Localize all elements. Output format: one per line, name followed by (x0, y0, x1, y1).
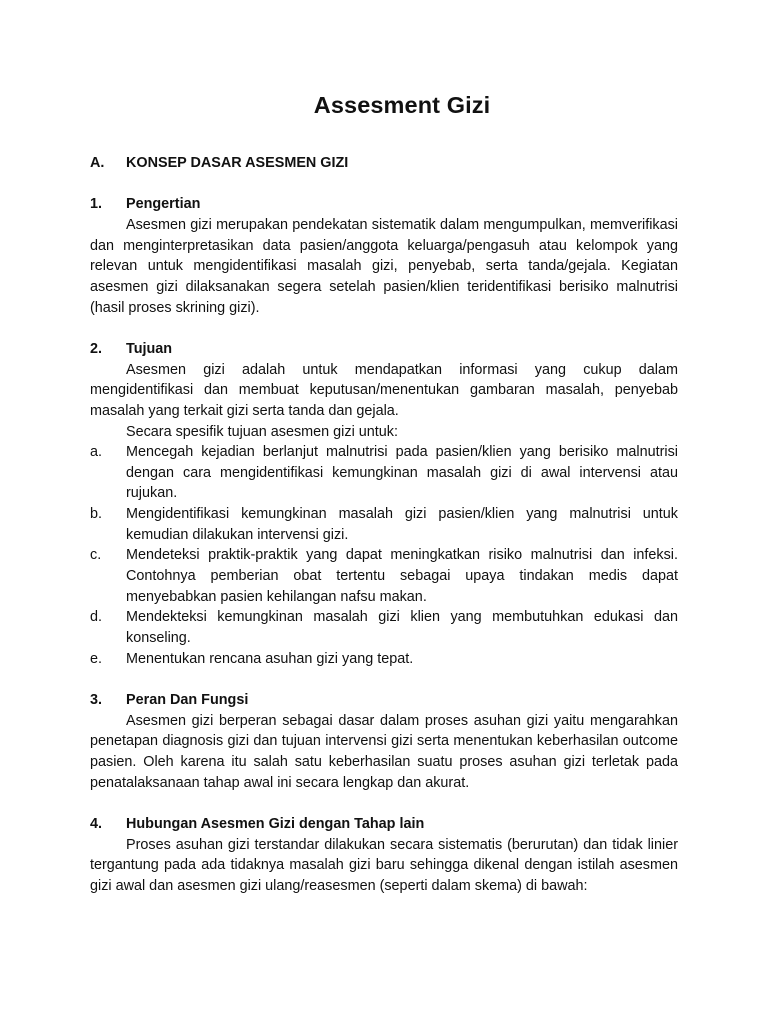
section-2-heading (90, 339, 678, 360)
list-item (90, 649, 678, 670)
list-item-text: Mengidentifikasi kemungkinan masalah gizi pasien/klien yang malnutrisi untuk kemudian dilakukan intervensi gizi. (126, 506, 678, 543)
list-item (90, 545, 678, 607)
list-item-letter: c. (90, 547, 102, 564)
list-item (90, 442, 678, 504)
section-3-number: 3. (90, 692, 103, 709)
section-3-paragraph: Asesmen gizi berperan sebagai dasar dalam proses asuhan gizi yaitu mengarahkan penetapan diagnosis gizi dan tujuan intervensi gizi serta menentukan keberhasilan outcome pasien. Oleh karena itu salah satu keberhasilan suatu proses asuhan gizi terletak pada penatalaksanaan tahap awal ini secara lengkap dan akurat. (90, 712, 678, 791)
section-2-number: 2. (90, 340, 103, 357)
list-item-text: Mendeteksi praktik-praktik yang dapat meningkatkan risiko malnutrisi dan infeksi. Contohnya pemberian obat tertentu sebagai upaya tindakan medis dapat menyebabkan pasien kehilangan nafsu makan. (126, 547, 678, 605)
section-4-heading (90, 814, 678, 835)
section-2-paragraph: Asesmen gizi adalah untuk mendapatkan informasi yang cukup dalam mengidentifikasi dan membuat keputusan/menentukan gambaran masalah, penyebab masalah yang terkait gizi serta tanda dan gejala. (90, 361, 678, 419)
section-4-paragraph: Proses asuhan gizi terstandar dilakukan secara sistematis (berurutan) dan tidak linier tergantung pada ada tidaknya masalah gizi baru sehingga dikenal dengan istilah asesmen gizi awal dan asesmen gizi ulang/reasesmen (seperti dalam skema) di bawah: (90, 836, 678, 894)
list-item-text: Menentukan rencana asuhan gizi yang tepat. (126, 650, 414, 667)
section-1-paragraph: Asesmen gizi merupakan pendekatan sistematik dalam mengumpulkan, memverifikasi dan menginterpretasikan data pasien/anggota keluarga/pengasuh atau kelompok yang relevan untuk mengidentifikasi masalah gizi, penyebab, serta tanda/gejala. Kegiatan asesmen gizi dilaksanakan segera setelah pasien/klien teridentifikasi berisiko malnutrisi (hasil proses skrining gizi). (90, 216, 678, 316)
list-item-text: Mencegah kejadian berlanjut malnutrisi pada pasien/klien yang berisiko malnutrisi dengan cara mengidentifikasi kemungkinan masalah gizi di awal intervensi atau rujukan. (126, 444, 678, 502)
list-item-letter: a. (90, 444, 103, 461)
document-body (90, 153, 678, 897)
section-3-heading (90, 690, 678, 711)
section-1-title: Pengertian (126, 196, 201, 213)
list-item (90, 607, 678, 648)
section-a-heading (90, 153, 678, 174)
list-item (90, 504, 678, 545)
list-item-text: Mendekteksi kemungkinan masalah gizi klien yang membutuhkan edukasi dan konseling. (126, 609, 678, 647)
section-1-heading (90, 194, 678, 215)
section-1-number: 1. (90, 196, 103, 213)
list-item-letter: d. (90, 609, 103, 626)
section-3-title: Peran Dan Fungsi (126, 692, 249, 709)
section-2-intro: Secara spesifik tujuan asesmen gizi untuk: (126, 423, 398, 440)
document-title: Assesment Gizi (313, 92, 491, 118)
section-4-number: 4. (90, 815, 103, 832)
list-item-letter: b. (90, 506, 103, 523)
list-item-letter: e. (90, 650, 103, 667)
section-a-number: A. (90, 155, 105, 171)
section-4-title: Hubungan Asesmen Gizi dengan Tahap lain (126, 815, 425, 832)
section-a-title: KONSEP DASAR ASESMEN GIZI (126, 155, 349, 171)
section-2-title: Tujuan (126, 340, 173, 357)
